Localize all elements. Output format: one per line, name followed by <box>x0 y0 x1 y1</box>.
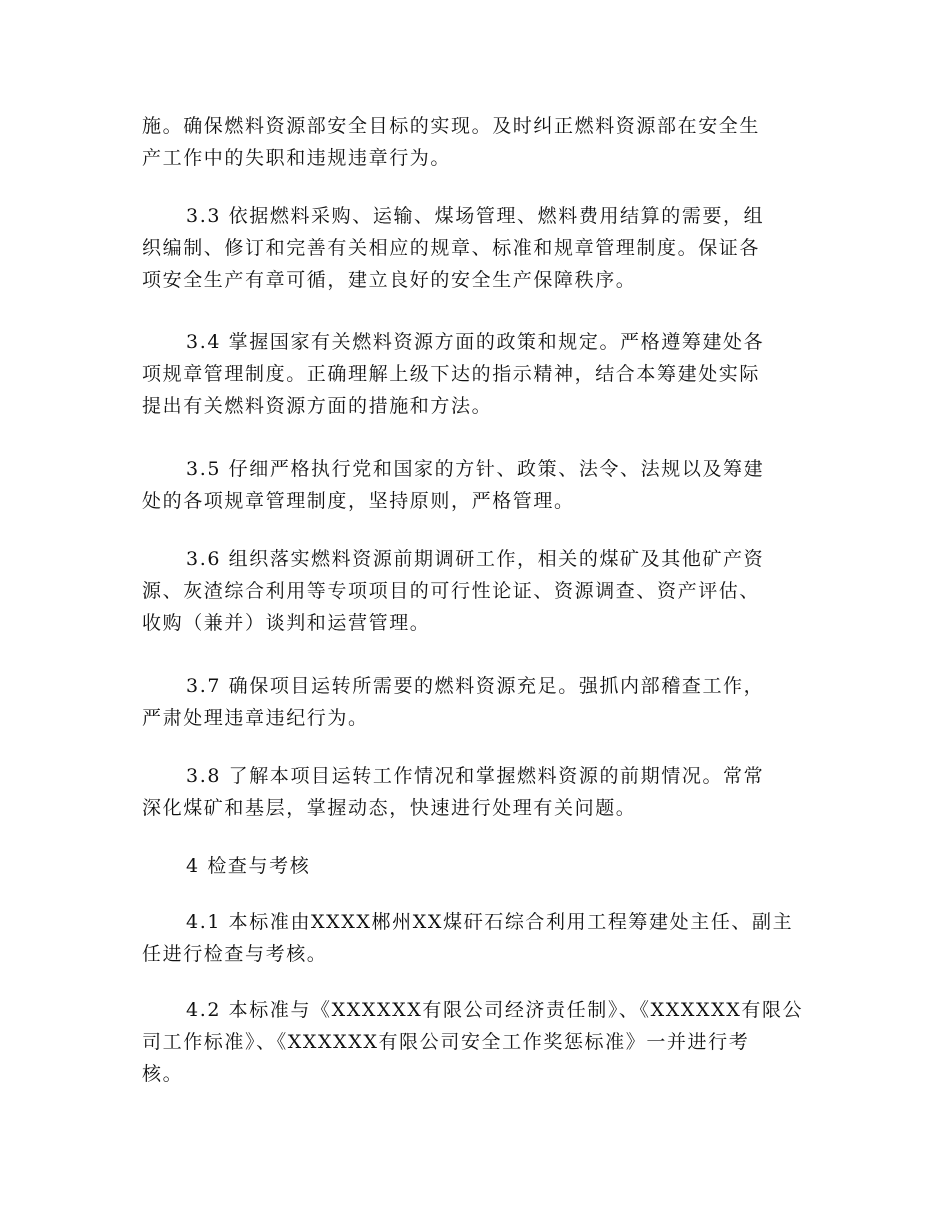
paragraph-3-8 <box>142 760 822 824</box>
paragraph-3-5 <box>142 453 822 517</box>
paragraph-3-4 <box>142 326 822 422</box>
text-line: 3.5 仔细严格执行党和国家的方针、政策、法令、法规以及筹建 <box>186 458 765 480</box>
text-line: 3.7 确保项目运转所需要的燃料资源充足。强抓内部稽查工作， <box>186 675 765 697</box>
section-heading-4 <box>142 850 822 882</box>
paragraph-3-6 <box>142 543 822 639</box>
paragraph-3-3 <box>142 200 822 296</box>
text-line: 提出有关燃料资源方面的措施和方法。 <box>142 395 493 417</box>
text-line: 3.6 组织落实燃料资源前期调研工作，相关的煤矿及其他矿产资 <box>186 548 765 570</box>
text-line: 4.1 本标准由XXXX郴州XX煤矸石综合利用工程筹建处主任、副主 <box>186 911 794 933</box>
text-line: 项规章管理制度。正确理解上级下达的指示精神，结合本筹建处实际 <box>142 363 761 385</box>
text-line: 4.2 本标准与《XXXXXX有限公司经济责任制》、《XXXXXX有限公 <box>186 999 804 1021</box>
heading-line: 4 检查与考核 <box>186 855 311 877</box>
paragraph-4-2 <box>142 994 822 1090</box>
text-line: 司工作标准》、《XXXXXX有限公司安全工作奖惩标准》一并进行考 <box>142 1031 750 1053</box>
text-line: 核。 <box>142 1063 184 1085</box>
paragraph-continuation <box>142 110 822 174</box>
text-line: 3.4 掌握国家有关燃料资源方面的政策和规定。严格遵筹建处各 <box>186 331 765 353</box>
text-line: 项安全生产有章可循，建立良好的安全生产保障秩序。 <box>142 269 637 291</box>
text-line: 处的各项规章管理制度，坚持原则，严格管理。 <box>142 490 575 512</box>
text-line: 施。确保燃料资源部安全目标的实现。及时纠正燃料资源部在安全生 <box>142 115 761 137</box>
text-line: 任进行检查与考核。 <box>142 943 328 965</box>
text-line: 3.8 了解本项目运转工作情况和掌握燃料资源的前期情况。常常 <box>186 765 765 787</box>
paragraph-4-1 <box>142 906 822 970</box>
text-line: 3.3 依据燃料采购、运输、煤场管理、燃料费用结算的需要，组 <box>186 205 765 227</box>
paragraph-3-7 <box>142 670 822 734</box>
text-line: 深化煤矿和基层，掌握动态，快速进行处理有关问题。 <box>142 797 637 819</box>
text-line: 严肃处理违章违纪行为。 <box>142 707 369 729</box>
text-line: 织编制、修订和完善有关相应的规章、标准和规章管理制度。保证各 <box>142 237 761 259</box>
text-line: 收购（兼并）谈判和运营管理。 <box>142 612 431 634</box>
text-line: 源、灰渣综合利用等专项项目的可行性论证、资源调查、资产评估、 <box>142 580 761 602</box>
text-line: 产工作中的失职和违规违章行为。 <box>142 147 452 169</box>
